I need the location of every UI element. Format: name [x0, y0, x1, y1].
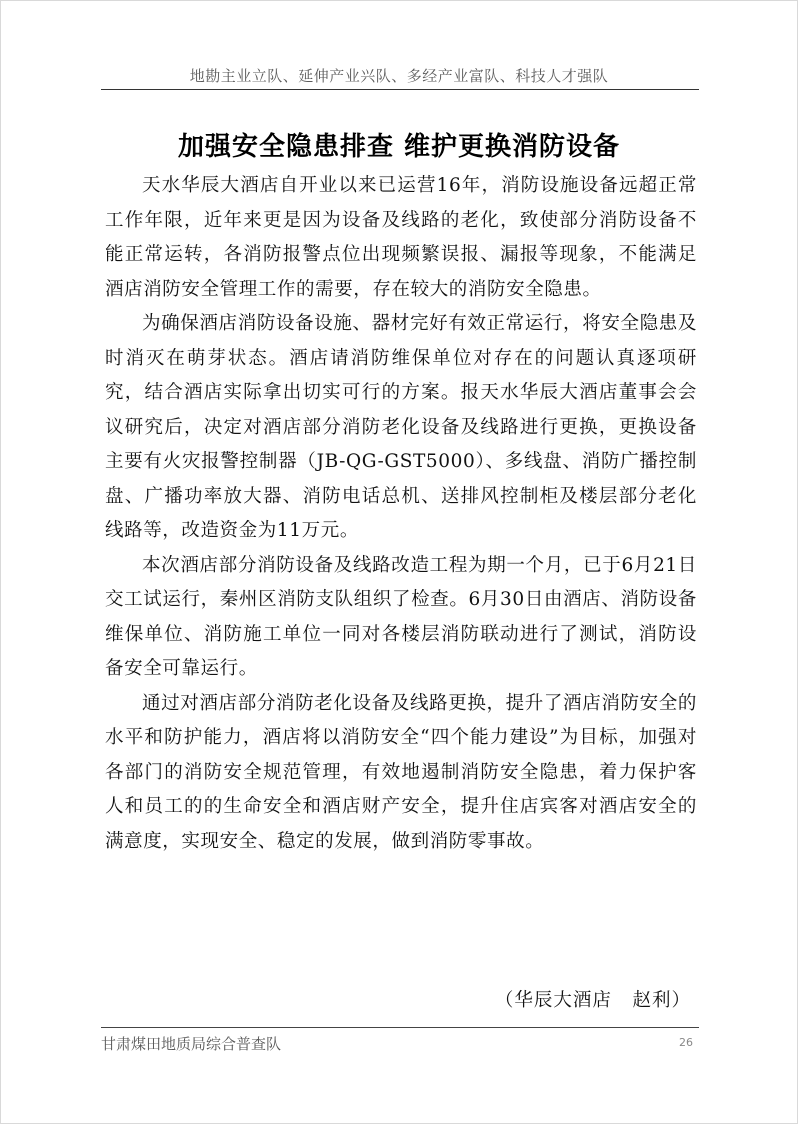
paragraph-2: 为确保酒店消防设备设施、器材完好有效正常运行，将安全隐患及时消灭在萌芽状态。酒店请消防维保单位对存在的问题认真逐项研究，结合酒店实际拿出切实可行的方案。报天水华辰大酒店董事会会议研究后，决定对酒店部分消防老化设备及线路进行更换，更换设备主要有火灾报警控制器（JB-QG-GST5000）、多线盘、消防广播控制盘、广播功率放大器、消防电话总机、送排风控制柜及楼层部分老化线路等，改造资金为11万元。: [105, 313, 697, 541]
header-divider: [101, 89, 699, 90]
paragraph-1: 天水华辰大酒店自开业以来已运营16年，消防设施设备远超正常工作年限，近年来更是因为设备及线路的老化，致使部分消防设备不能正常运转，各消防报警点位出现频繁误报、漏报等现象，不能满足酒店消防安全管理工作的需要，存在较大的消防安全隐患。: [105, 175, 697, 300]
page-number: 26: [679, 1036, 693, 1049]
paragraph-3: 本次酒店部分消防设备及线路改造工程为期一个月，已于6月21日交工试运行，秦州区消防支队组织了检查。6月30日由酒店、消防设备维保单位、消防施工单位一同对各楼层消防联动进行了测试，消防设备安全可靠运行。: [105, 554, 697, 679]
running-header: 地勘主业立队、延伸产业兴队、多经产业富队、科技人才强队: [189, 67, 609, 85]
article-body: [105, 169, 697, 859]
article-title: 加强安全隐患排查 维护更换消防设备: [177, 132, 621, 163]
article-signature: （华辰大酒店 赵利）: [494, 990, 691, 1011]
footer-divider: [101, 1027, 699, 1028]
paragraph-4: 通过对酒店部分消防老化设备及线路更换，提升了酒店消防安全的水平和防护能力，酒店将以消防安全“四个能力建设”为目标，加强对各部门的消防安全规范管理，有效地遏制消防安全隐患，着力保护客人和员工的的生命安全和酒店财产安全，提升住店宾客对酒店安全的满意度，实现安全、稳定的发展，做到消防零事故。: [105, 692, 697, 852]
footer-organization: 甘肃煤田地质局综合普查队: [101, 1035, 282, 1053]
